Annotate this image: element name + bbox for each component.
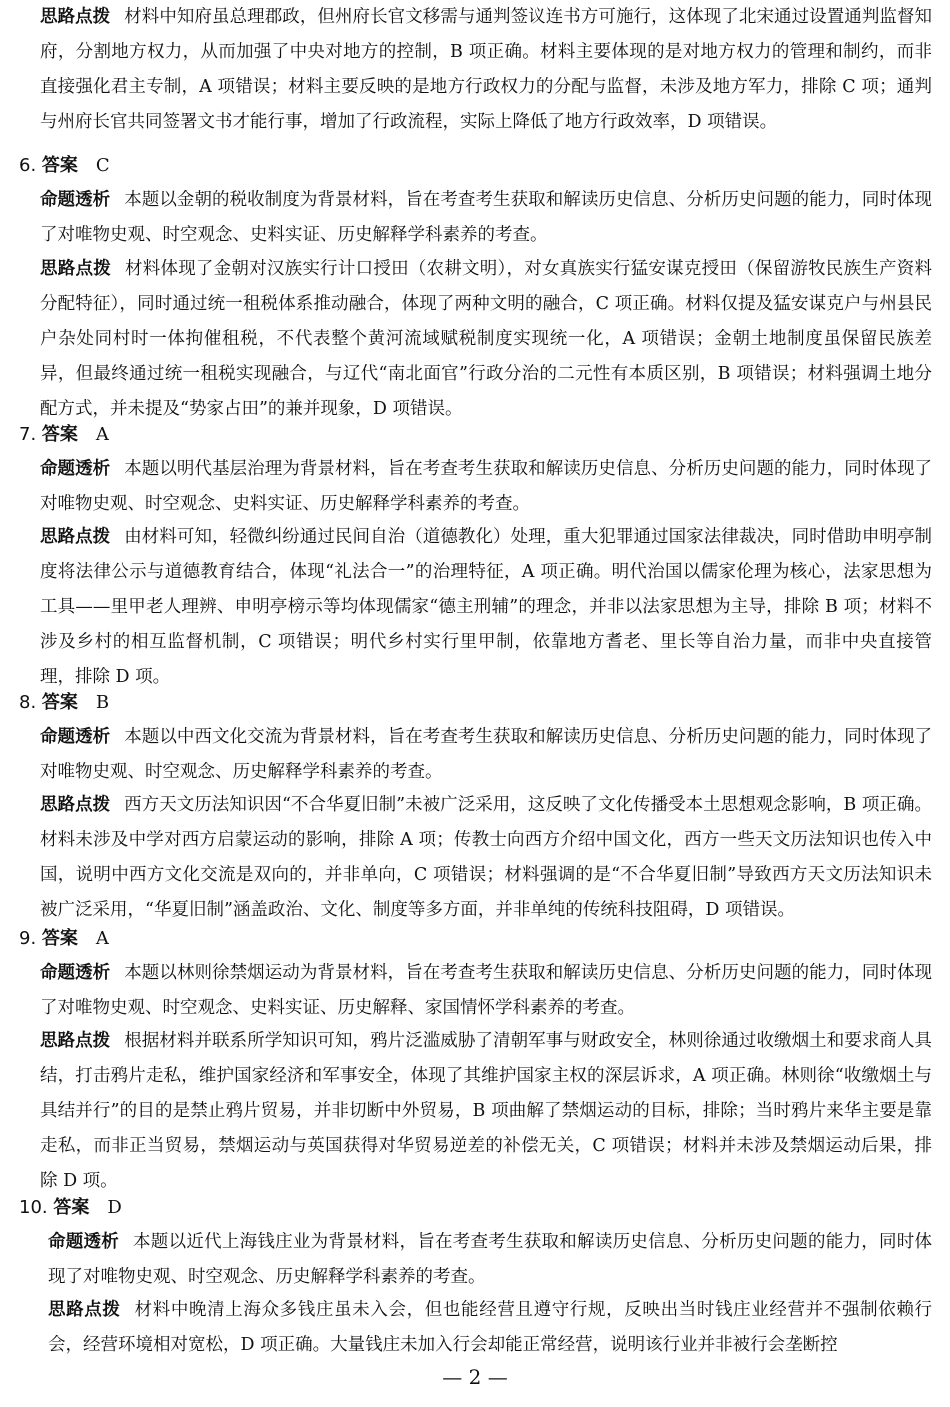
q10-intent-text: 本题以近代上海钱庄业为背景材料，旨在考查考生获取和解读历史信息、分析历史问题的能力，同时体现了对唯物史观、时空观念、历史解释学科素养的考查。	[48, 1232, 933, 1287]
q9-analysis-label: 思路点拨	[40, 1031, 111, 1051]
q7-intent-label: 命题透析	[40, 459, 111, 479]
q10-analysis-label: 思路点拨	[48, 1300, 121, 1320]
q10-analysis-paragraph	[48, 1293, 932, 1363]
q7-answer-label: 答案	[41, 424, 78, 445]
q10-intent-label: 命题透析	[48, 1232, 120, 1252]
q7-analysis-label: 思路点拨	[40, 527, 111, 547]
q7-intent-text: 本题以明代基层治理为背景材料，旨在考查考生获取和解读历史信息、分析历史问题的能力，同时体现了对唯物史观、时空观念、史料实证、历史解释学科素养的考查。	[40, 459, 933, 514]
q9-number: 9.	[19, 928, 37, 949]
q10-intent-paragraph	[48, 1225, 932, 1295]
q6-answer-label: 答案	[41, 155, 78, 176]
q9-analysis-text: 根据材料并联系所学知识可知，鸦片泛滥威胁了清朝军事与财政安全，林则徐通过收缴烟土和要求商人具结，打击鸦片走私，维护国家经济和军事安全，体现了其维护国家主权的深层诉求，A 项正确。林则徐“收缴烟土与具结并行”的目的是禁止鸦片贸易，并非切断中外贸易，B 项曲解了禁烟运动的目标，排除；当时鸦片来华主要是靠走私，而非正当贸易，禁烟运动与英国获得对华贸易逆差的补偿无关，C 项错误；材料并未涉及禁烟运动后果，排除 D 项。	[40, 1031, 933, 1191]
q8-intent-text: 本题以中西文化交流为背景材料，旨在考查考生获取和解读历史信息、分析历史问题的能力，同时体现了对唯物史观、时空观念、历史解释学科素养的考查。	[40, 727, 933, 782]
q7-intent-paragraph	[40, 452, 932, 522]
q6-intent-text: 本题以金朝的税收制度为背景材料，旨在考查考生获取和解读历史信息、分析历史问题的能力，同时体现了对唯物史观、时空观念、史料实证、历史解释学科素养的考查。	[40, 190, 933, 245]
q8-intent-paragraph	[40, 720, 932, 790]
q7-analysis-text: 由材料可知，轻微纠纷通过民间自治（道德教化）处理，重大犯罪通过国家法律裁决，同时借助申明亭制度将法律公示与道德教育结合，体现“礼法合一”的治理特征，A 项正确。明代治国以儒家伦理为核心，法家思想为工具——里甲老人理辨、申明亭榜示等均体现儒家“德主刑辅”的理念，并非以法家思想为主导，排除 B 项；材料不涉及乡村的相互监督机制，C 项错误；明代乡村实行里甲制，依靠地方耆老、里长等自治力量，而非中央直接管理，排除 D 项。	[40, 527, 933, 687]
q7-answer-line	[19, 420, 109, 450]
q9-intent-paragraph	[40, 956, 932, 1026]
q9-analysis-paragraph	[40, 1024, 932, 1199]
q8-answer-value: B	[95, 692, 110, 713]
q9-answer-value: A	[95, 928, 109, 949]
q10-number: 10.	[19, 1197, 48, 1218]
q7-number: 7.	[19, 424, 37, 445]
q8-answer-line	[19, 688, 109, 718]
q6-analysis-paragraph	[40, 252, 932, 427]
q5-analysis-paragraph	[40, 0, 932, 140]
q9-answer-label: 答案	[41, 928, 78, 949]
q8-analysis-paragraph	[40, 788, 932, 928]
q6-intent-paragraph	[40, 183, 932, 253]
q8-number: 8.	[19, 692, 37, 713]
q8-answer-label: 答案	[41, 692, 78, 713]
q5-analysis-text: 材料中知府虽总理郡政，但州府长官文移需与通判签议连书方可施行，这体现了北宋通过设置通判监督知府，分割地方权力，从而加强了中央对地方的控制，B 项正确。材料主要体现的是对地方权力的管理和制约，而非直接强化君主专制，A 项错误；材料主要反映的是地方行政权力的分配与监督，未涉及地方军力，排除 C 项；通判与州府长官共同签署文书才能行事，增加了行政流程，实际上降低了地方行政效率，D 项错误。	[40, 7, 933, 132]
page-number: — 2 —	[442, 1365, 508, 1389]
q6-answer-line	[19, 151, 110, 181]
q8-analysis-text: 西方天文历法知识因“不合华夏旧制”未被广泛采用，这反映了文化传播受本土思想观念影响，B 项正确。材料未涉及中学对西方启蒙运动的影响，排除 A 项；传教士向西方介绍中国文化，西方一些天文历法知识也传入中国，说明中西方文化交流是双向的，并非单向，C 项错误；材料强调的是“不合华夏旧制”导致西方天文历法知识未被广泛采用，“华夏旧制”涵盖政治、文化、制度等多方面，并非单纯的传统科技阻碍，D 项错误。	[40, 795, 932, 920]
q10-answer-label: 答案	[53, 1197, 90, 1218]
q10-answer-line	[19, 1193, 122, 1223]
q8-intent-label: 命题透析	[40, 727, 111, 747]
q6-analysis-text: 材料体现了金朝对汉族实行计口授田（农耕文明），对女真族实行猛安谋克授田（保留游牧民族生产资料分配特征），同时通过统一租税体系推动融合，体现了两种文明的融合，C 项正确。材料仅提及猛安谋克户与州县民户杂处同村时一体拘催租税，不代表整个黄河流域赋税制度实现统一化，A 项错误；金朝土地制度虽保留民族差异，但最终通过统一租税实现融合，与辽代“南北面官”行政分治的二元性有本质区别，B 项错误；材料强调土地分配方式，并未提及“势家占田”的兼并现象，D 项错误。	[40, 259, 933, 419]
q9-intent-text: 本题以林则徐禁烟运动为背景材料，旨在考查考生获取和解读历史信息、分析历史问题的能力，同时体现了对唯物史观、时空观念、史料实证、历史解释、家国情怀学科素养的考查。	[40, 963, 933, 1018]
q6-analysis-label: 思路点拨	[40, 259, 111, 279]
q8-analysis-label: 思路点拨	[40, 795, 111, 815]
q10-answer-value: D	[107, 1197, 122, 1218]
q10-analysis-text: 材料中晚清上海众多钱庄虽未入会，但也能经营且遵守行规，反映出当时钱庄业经营并不强制依赖行会，经营环境相对宽松，D 项正确。大量钱庄未加入行会却能正常经营，说明该行业并非被行会垄断控	[48, 1300, 933, 1355]
q6-intent-label: 命题透析	[40, 190, 111, 210]
q6-answer-value: C	[95, 155, 110, 176]
q9-answer-line	[19, 924, 109, 954]
q5-analysis-label: 思路点拨	[40, 7, 111, 27]
q9-intent-label: 命题透析	[40, 963, 111, 983]
q6-number: 6.	[19, 155, 37, 176]
q7-answer-value: A	[95, 424, 109, 445]
q7-analysis-paragraph	[40, 520, 932, 695]
